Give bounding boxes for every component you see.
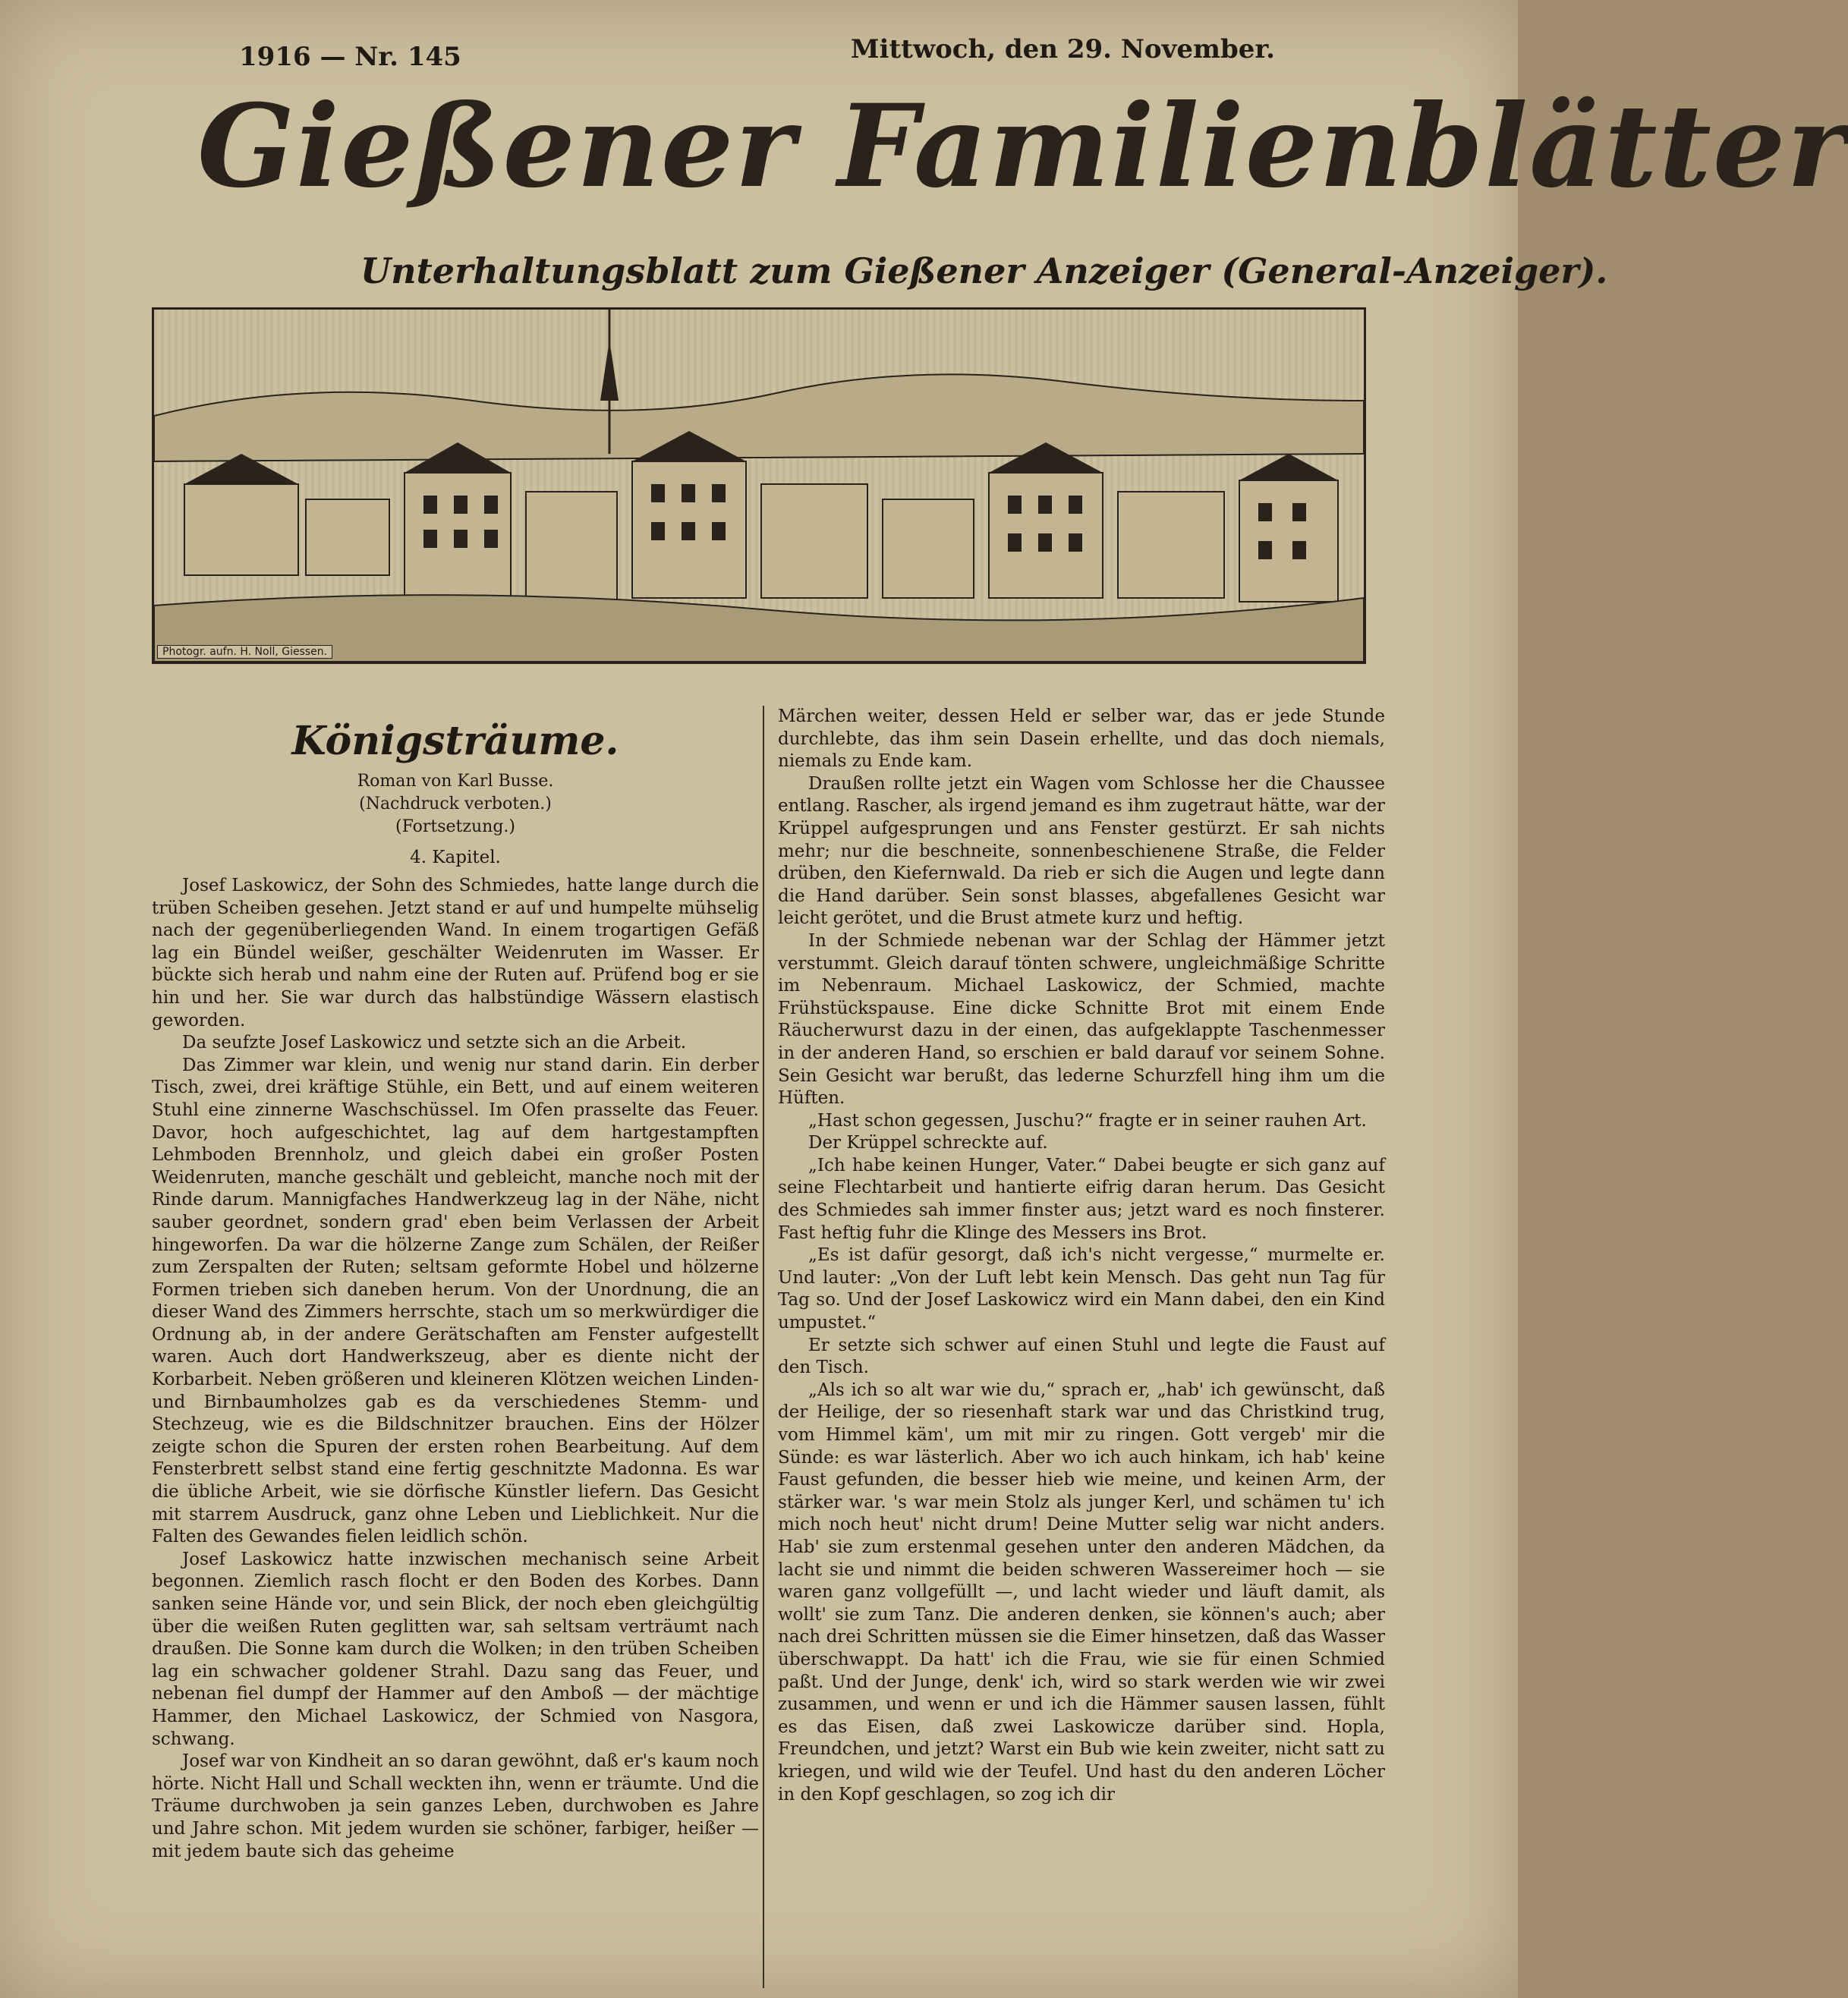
- paragraph: Das Zimmer war klein, und wenig nur stand darin. Ein derber Tisch, zwei, drei kräftige Stühle, ein Bett, und auf einem weiteren Stuhl eine zinnerne Waschschüssel. Im Ofen prasselte das Feuer. Davor, hoch aufgeschichtet, lag auf dem hartgestampften Lehmboden Brennholz, und gleich dabei ein großer Posten Weidenruten, manche geschält und gebleicht, manche noch mit der Rinde darum. Mannigfaches Handwerkzeug lag in der Nähe, nicht sauber geordnet, sondern grad' eben beim Verlassen der Arbeit hingeworfen. Da war die hölzerne Zange zum Schälen, der Reißer zum Zerspalten der Ruten; seltsam geformte Hobel und hölzerne Formen trieben sich daneben herum. Von der Unordnung, die an dieser Wand des Zimmers herrschte, stach um so merkwürdiger die Ordnung ab, in der andere Gerätschaften am Fenster aufgestellt waren. Auch dort Handwerkszeug, aber es diente nicht der Korbarbeit. Neben größeren und kleineren Klötzen weichen Linden- und Birnbaumholzes gab es da verschiedenes Stemm- und Stechzeug, wie es die Bildschnitzer brauchen. Eins der Hölzer zeigte schon die Spuren der ersten rohen Bearbeitung. Auf dem Fensterbrett selbst stand eine fertig geschnitzte Madonna. Es war die übliche Arbeit, wie sie dörfische Künstler liefern. Das Gesicht mit starrem Ausdruck, ganz ohne Leben und Lieblichkeit. Nur die Falten des Gewandes fielen leidlich schön.: [152, 1055, 759, 1547]
- paragraph: Josef Laskowicz, der Sohn des Schmiedes, hatte lange durch die trüben Scheiben gesehen. Jetzt stand er auf und humpelte mühselig nach der gegenüberliegenden Wand. In einem trogartigen Gefäß lag ein Bündel weißer, geschälter Weidenruten im Wasser. Er bückte sich herab und nahm eine der Ruten auf. Prüfend bog er sie hin und her. Sie war durch das halbstündige Wässern elastisch geworden.: [152, 876, 759, 1030]
- issue-date: Mittwoch, den 29. November.: [850, 34, 1275, 65]
- town-illustration: [152, 307, 1366, 664]
- issue-number: 1916 — Nr. 145: [239, 42, 461, 72]
- right-column: [778, 706, 1385, 1806]
- continuation-note: (Fortsetzung.): [395, 817, 515, 836]
- paragraph: „Es ist dafür gesorgt, daß ich's nicht vergesse,“ murmelte er. Und lauter: „Von der Luft lebt kein Mensch. Das geht nun Tag für Tag so. Und der Josef Laskowicz wird ein Mann dabei, den ein Kind umpustet.“: [778, 1245, 1385, 1333]
- article-title: Königsträume.: [291, 718, 619, 764]
- paragraph: Draußen rollte jetzt ein Wagen vom Schlosse her die Chaussee entlang. Rascher, als irgend jemand es ihm zugetraut hätte, war der Krüppel aufgesprungen und ans Fenster gestürzt. Er sah nichts mehr; nur die beschneite, sonnenbeschienene Straße, die Felder drüben, den Kiefernwald. Da rieb er sich die Augen und legte dann die Hand darüber. Sein sonst blasses, abgefallenes Gesicht war leicht gerötet, und die Brust atmete kurz und heftig.: [778, 773, 1385, 929]
- paragraph: In der Schmiede nebenan war der Schlag der Hämmer jetzt verstummt. Gleich darauf tönten schwere, ungleichmäßige Schritte im Nebenraum. Michael Laskowicz, der Schmied, machte Frühstückspause. Eine dicke Schnitte Brot mit einem Ende Räucherwurst dazu in der einen, das aufgeklappte Taschenmesser in der anderen Hand, so erschien er bald darauf vor seinem Sohne. Sein Gesicht war berußt, das lederne Schurzfell hing ihm um die Hüften.: [778, 930, 1385, 1109]
- column-divider: [763, 706, 764, 1988]
- copyright-notice: (Nachdruck verboten.): [359, 794, 552, 813]
- town-engraving: [154, 310, 1364, 662]
- left-column: [152, 710, 759, 1863]
- paragraph: „Ich habe keinen Hunger, Vater.“ Dabei beugte er sich ganz auf seine Flechtarbeit und hantierte eifrig daran herum. Das Gesicht des Schmiedes sah immer finster aus; jetzt ward es noch finsterer. Fast heftig fuhr die Klinge des Messers ins Brot.: [778, 1155, 1385, 1243]
- paragraph: Er setzte sich schwer auf einen Stuhl und legte die Faust auf den Tisch.: [778, 1335, 1385, 1378]
- masthead: [152, 34, 1848, 672]
- paragraph: „Als ich so alt war wie du,“ sprach er, „hab' ich gewünscht, daß der Heilige, der so riesenhaft stark war und das Christkind trug, vom Himmel käm', um mit mir zu ringen. Gott vergeb' mir die Sünde: es war lästerlich. Aber wo ich auch hinkam, ich hab' keine Faust gefunden, die besser hieb wie meine, und keinen Arm, der stärker war. 's war mein Stolz als junger Kerl, und schämen tu' ich mich noch heut' nicht drum! Deine Mutter selig war nicht anders. Hab' sie zum erstenmal gesehen unter den anderen Mädchen, da lacht sie und nimmt die beiden schweren Wassereimer hoch — sie waren ganz vollgefüllt —, und lacht wieder und läuft damit, als wollt' sie zum Tanz. Die anderen denken, sie können's auch; aber nach drei Schritten müssen sie die Eimer hinsetzen, daß das Wasser überschwappt. Da hatt' ich die Frau, wie sie für einen Schmied paßt. Und der Junge, denk' ich, wird so stark werden wie wir zwei zusammen, und wenn er und ich die Hämmer sausen lassen, fühlt es das Eisen, daß zwei Laskowicze darüber sind. Hopla, Freundchen, und jetzt? Warst ein Bub wie kein zweiter, nicht satt zu kriegen, und wild wie der Teufel. Und hast du den anderen Löcher in den Kopf geschlagen, so zog ich dir: [778, 1380, 1385, 1804]
- paragraph: Josef war von Kindheit an so daran gewöhnt, daß er's kaum noch hörte. Nicht Hall und Schall weckten ihn, wenn er träumte. Und die Träume durchwoben ja sein ganzes Leben, durchwoben es Jahre und Jahre schon. Mit jedem wurden sie schöner, farbiger, heißer — mit jedem baute sich das geheime: [152, 1751, 759, 1861]
- photo-credit: Photogr. aufn. H. Noll, Giessen.: [157, 645, 332, 659]
- paragraph: Josef Laskowicz hatte inzwischen mechanisch seine Arbeit begonnen. Ziemlich rasch flocht er den Boden des Korbes. Dann sanken seine Hände vor, und sein Blick, der noch eben gleichgültig über die weißen Ruten geglitten war, sah seltsam verträumt nach draußen. Die Sonne kam durch die Wolken; in den trüben Scheiben lag ein schwacher goldener Strahl. Dazu sang das Feuer, und nebenan fiel dumpf der Hammer auf den Amboß — der mächtige Hammer, den Michael Laskowicz, der Schmied von Nasgora, schwang.: [152, 1549, 759, 1749]
- paragraph: Da seufzte Josef Laskowicz und setzte sich an die Arbeit.: [182, 1033, 687, 1053]
- article-byline: Roman von Karl Busse.: [357, 772, 554, 791]
- chapter-heading: 4. Kapitel.: [410, 848, 501, 867]
- masthead-subtitle: Unterhaltungsblatt zum Gießener Anzeiger (General-Anzeiger).: [360, 250, 1608, 291]
- paragraph: Der Krüppel schreckte auf.: [808, 1133, 1048, 1153]
- paragraph: „Hast schon gegessen, Juschu?“ fragte er in seiner rauhen Art.: [808, 1110, 1367, 1131]
- masthead-title: Gießener Familienblätter: [197, 80, 1848, 213]
- paragraph: Märchen weiter, dessen Held er selber war, das er jede Stunde durchlebte, das ihm sein Dasein erhellte, und das doch niemals, niemals zu Ende kam.: [778, 706, 1385, 772]
